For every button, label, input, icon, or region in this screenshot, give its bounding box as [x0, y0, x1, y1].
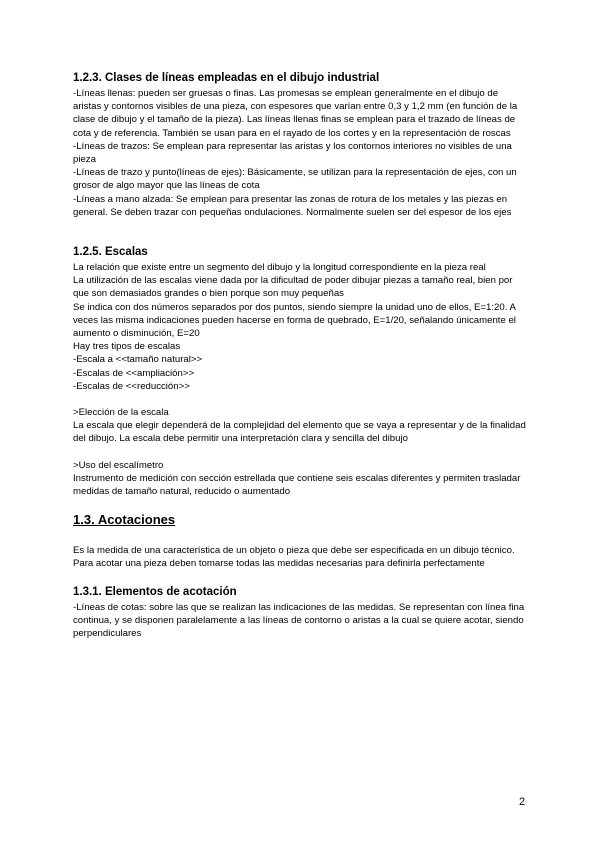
- section-heading-1-2-5: 1.2.5. Escalas: [73, 246, 148, 259]
- page-number: 2: [519, 796, 526, 808]
- section-heading-1-2-3: 1.2.3. Clases de líneas empleadas en el dibujo industrial: [73, 72, 380, 84]
- acotaciones-text: Es la medida de una característica de un objeto o pieza que debe ser especificada en un dibujo técnico. Para acotar una pieza deben tomarse todas las medidas necesarias para definirla perfectamente: [73, 545, 515, 570]
- escalimetro-text: Instrumento de medición con sección estrellada que contiene seis escalas diferentes y permiten trasladar medidas de tamaño natural, reducido o aumentado: [73, 472, 521, 498]
- escalas-paragraph: La relación que existe entre un segmento del dibujo y la longitud correspondiente en la pieza real: [73, 262, 486, 274]
- escala-type-item: -Escalas de <<reducción>>: [73, 380, 190, 392]
- line-type-trazos: -Líneas de trazos: Se emplean para representar las aristas y los contornos interiores no visibles de una pieza: [73, 140, 512, 166]
- line-type-mano-alzada: -Líneas a mano alzada: Se emplean para presentar las zonas de rotura de los metales y las piezas en general. Se deben trazar con pequeñas ondulaciones. Normalmente suelen ser del espesor de los ejes: [73, 193, 512, 218]
- escalas-paragraph: Hay tres tipos de escalas: [73, 341, 181, 353]
- escala-type-item: -Escala a <<tamaño natural>>: [73, 354, 203, 366]
- document-page: [73, 71, 528, 640]
- eleccion-escala-title: >Elección de la escala: [73, 407, 169, 419]
- line-type-trazo-punto: -Líneas de trazo y punto(líneas de ejes): Básicamente, se utilizan para la representación de ejes, con un grosor de algo mayor que las líneas de cota: [73, 167, 517, 192]
- section-heading-1-3: 1.3. Acotaciones: [73, 512, 176, 528]
- escalas-paragraph: La utilización de las escalas viene dada por la dificultad de poder dibujar piezas a tamaño real, bien por que son demasiados grandes o bien porque son muy pequeñas: [73, 275, 513, 300]
- elementos-acotacion-text: -Líneas de cotas: sobre las que se realizan las indicaciones de las medidas. Se representan con línea fina continua, y se disponen paralelamente a las líneas de contorno o aristas a la cual se quiere acotar, siendo perpendiculares: [73, 601, 525, 640]
- escalas-paragraph: Se indica con dos números separados por dos puntos, siendo siempre la unidad uno de ellos, E=1:20. A veces las misma indicaciones pueden hacerse en forma de quebrado, E=1/20, señalando únicamente el aumento o disminución, E=20: [73, 301, 516, 340]
- eleccion-escala-text: La escala que elegir dependerá de la complejidad del elemento que se vaya a representar y de la finalidad del dibujo. La escala debe permitir una interpretación clara y sencilla del dibujo: [73, 420, 526, 445]
- line-type-llenas: -Líneas llenas: pueden ser gruesas o finas. Las promesas se emplean generalmente en el dibujo de aristas y contornos visibles de una pieza, con espesores que varían entre 0,3 y 1,2 mm (en función de la clase de dibujo y el tamaño de la pieza). Las líneas llenas finas se emplean para el trazado de líneas de cota y de referencia. También se usan para en el rayado de los cortes y en la representación de roscas: [73, 88, 518, 139]
- escala-type-item: -Escalas de <<ampliación>>: [73, 367, 195, 379]
- section-heading-1-3-1: 1.3.1. Elementos de acotación: [73, 585, 237, 598]
- escalimetro-title: >Uso del escalímetro: [73, 459, 164, 471]
